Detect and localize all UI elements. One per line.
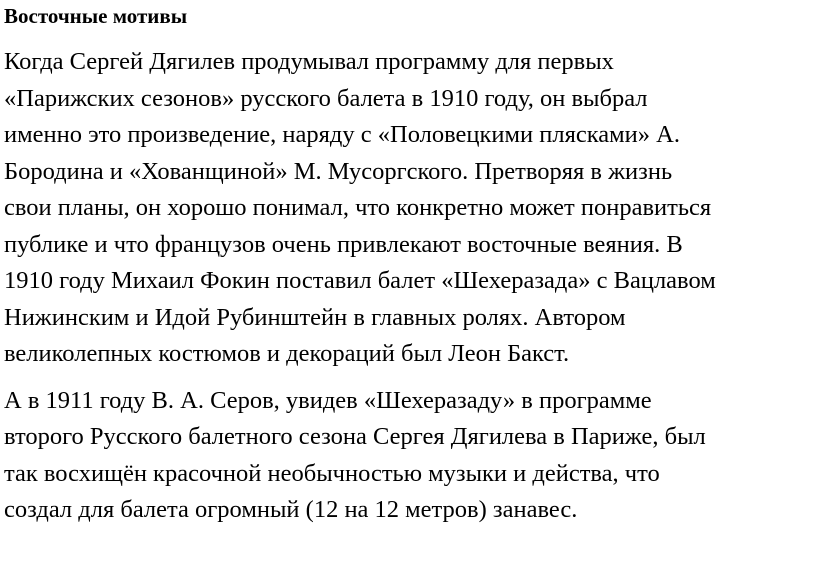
paragraph-1 <box>4 44 810 373</box>
paragraph-line: 1910 году Михаил Фокин поставил балет «Шехеразада» с Вацлавом <box>4 267 716 294</box>
paragraph-line: великолепных костюмов и декораций был Леон Бакст. <box>4 340 570 367</box>
paragraph-line: Нижинским и Идой Рубинштейн в главных ролях. Автором <box>4 303 626 331</box>
paragraph-line: «Парижских сезонов» русского балета в 1910 году, он выбрал <box>4 84 648 112</box>
paragraph-line: второго Русского балетного сезона Сергея Дягилева в Париже, был <box>4 423 706 450</box>
paragraph-line: А в 1911 году В. А. Серов, увидев «Шехеразаду» в программе <box>4 386 652 414</box>
paragraph-line: свои планы, он хорошо понимал, что конкретно может понравиться <box>4 194 712 221</box>
paragraph-line: Бородина и «Хованщиной» М. Мусоргского. Претворяя в жизнь <box>4 157 673 185</box>
paragraph-line: Когда Сергей Дягилев продумывал программу для первых <box>4 48 614 75</box>
paragraph-line: так восхищён красочной необычностью музыки и действа, что <box>4 459 660 487</box>
paragraph-2 <box>4 383 810 529</box>
paragraph-line: создал для балета огромный (12 на 12 метров) занавес. <box>4 496 578 523</box>
document-title: Восточные мотивы <box>4 4 188 28</box>
paragraph-line: публике и что французов очень привлекают восточные веяния. В <box>4 230 683 258</box>
paragraph-line: именно это произведение, наряду с «Половецкими плясками» А. <box>4 121 680 148</box>
